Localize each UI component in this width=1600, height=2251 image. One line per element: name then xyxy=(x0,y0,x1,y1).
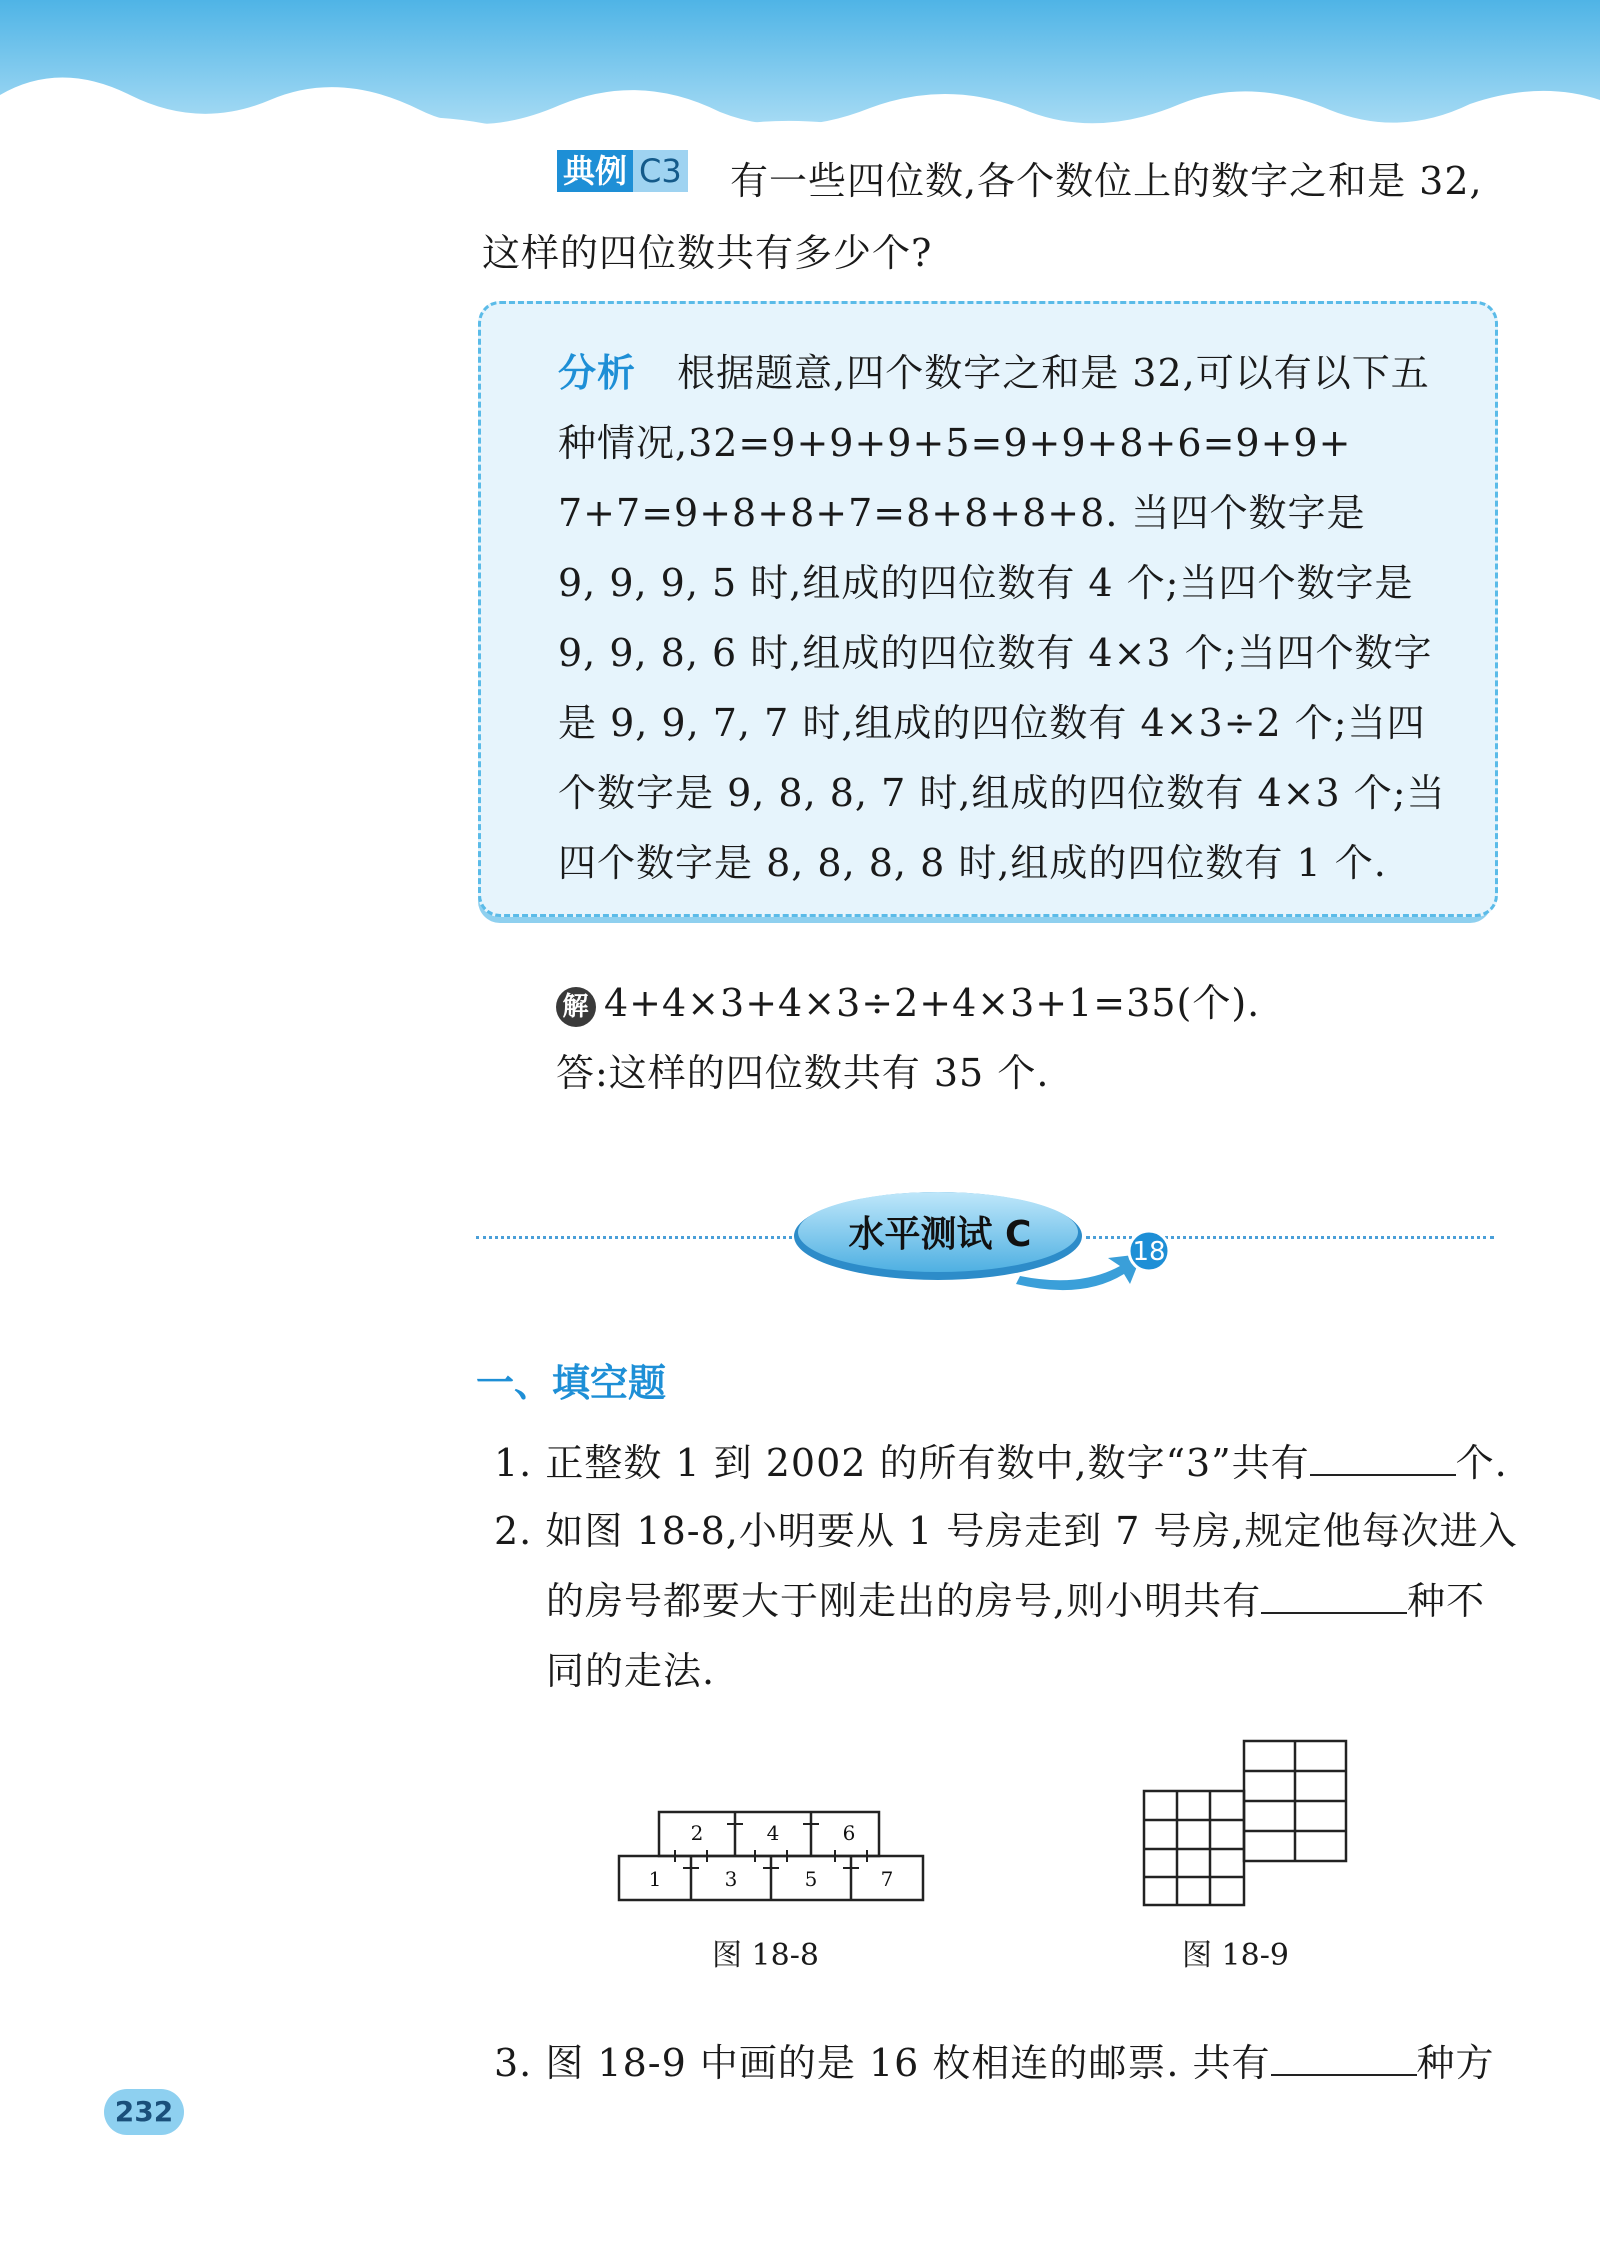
room-7-label: 7 xyxy=(880,1867,894,1891)
analysis-line-6: 是 9, 9, 7, 7 时,组成的四位数有 4×3÷2 个;当四 xyxy=(558,701,1426,745)
question-2-blank[interactable] xyxy=(1261,1582,1407,1614)
question-1-suffix: 个. xyxy=(1455,1441,1508,1485)
solution-equation: 4+4×3+4×3÷2+4×3+1=35(个). xyxy=(604,981,1261,1025)
figure-18-9-caption: 图 18-9 xyxy=(1182,1938,1289,1973)
example-text-line1: 有一些四位数,各个数位上的数字之和是 32, xyxy=(730,159,1483,203)
room-1-label: 1 xyxy=(648,1867,662,1891)
test-banner-title: 水平测试 C xyxy=(848,1214,1032,1255)
sky-header-decoration xyxy=(0,0,1600,160)
analysis-line-3: 7+7=9+8+8+7=8+8+8+8. 当四个数字是 xyxy=(558,491,1366,535)
question-1 xyxy=(494,1432,1508,1487)
question-1-text: 1. 正整数 1 到 2002 的所有数中,数字“3”共有 xyxy=(494,1441,1310,1485)
example-tag-number: C3 xyxy=(633,150,688,192)
analysis-line-7: 个数字是 9, 8, 8, 7 时,组成的四位数有 4×3 个;当 xyxy=(558,771,1446,815)
page-number: 232 xyxy=(104,2089,184,2135)
room-4-label: 4 xyxy=(766,1821,780,1845)
analysis-text: 根据题意,四个数字之和是 32,可以有以下五 xyxy=(677,351,1430,395)
figure-18-9-stamps xyxy=(1140,1737,1350,1909)
example-text-line2: 这样的四位数共有多少个? xyxy=(482,231,933,275)
analysis-label: 分析 xyxy=(558,351,637,395)
example-tag xyxy=(557,150,688,192)
figure-18-8-rooms xyxy=(615,1806,927,1906)
analysis-line-2: 种情况,32=9+9+9+5=9+9+8+6=9+9+ xyxy=(558,421,1352,465)
question-3-text: 3. 图 18-9 中画的是 16 枚相连的邮票. 共有 xyxy=(494,2041,1271,2085)
solution-icon: 解 xyxy=(556,987,596,1027)
room-6-label: 6 xyxy=(842,1821,856,1845)
question-3-suffix: 种方 xyxy=(1416,2041,1495,2085)
analysis-line-8: 四个数字是 8, 8, 8, 8 时,组成的四位数有 1 个. xyxy=(558,841,1387,885)
question-2-line2 xyxy=(546,1570,1485,1625)
section-title: 一、填空题 xyxy=(476,1361,667,1405)
analysis-line-1 xyxy=(558,342,1430,397)
room-2-label: 2 xyxy=(690,1821,704,1845)
analysis-line-5: 9, 9, 8, 6 时,组成的四位数有 4×3 个;当四个数字 xyxy=(558,631,1433,675)
analysis-line-4: 9, 9, 9, 5 时,组成的四位数有 4 个;当四个数字是 xyxy=(558,561,1414,605)
banner-dotted-line-left xyxy=(476,1236,792,1239)
example-tag-label: 典例 xyxy=(557,150,633,192)
question-3 xyxy=(494,2032,1495,2087)
question-2-text: 的房号都要大于刚走出的房号,则小明共有 xyxy=(546,1579,1262,1623)
solution-answer: 答:这样的四位数共有 35 个. xyxy=(556,1051,1050,1095)
question-2-line1: 2. 如图 18-8,小明要从 1 号房走到 7 号房,规定他每次进入 xyxy=(494,1509,1518,1553)
solution-equation-line xyxy=(556,972,1260,1027)
question-2-line3: 同的走法. xyxy=(546,1649,716,1693)
question-2-suffix: 种不 xyxy=(1407,1579,1486,1623)
room-5-label: 5 xyxy=(804,1867,818,1891)
question-1-blank[interactable] xyxy=(1310,1444,1456,1476)
question-3-blank[interactable] xyxy=(1271,2044,1417,2076)
test-banner-badge: 18 xyxy=(1132,1237,1166,1267)
figure-18-8-caption: 图 18-8 xyxy=(712,1938,819,1973)
room-3-label: 3 xyxy=(724,1867,738,1891)
